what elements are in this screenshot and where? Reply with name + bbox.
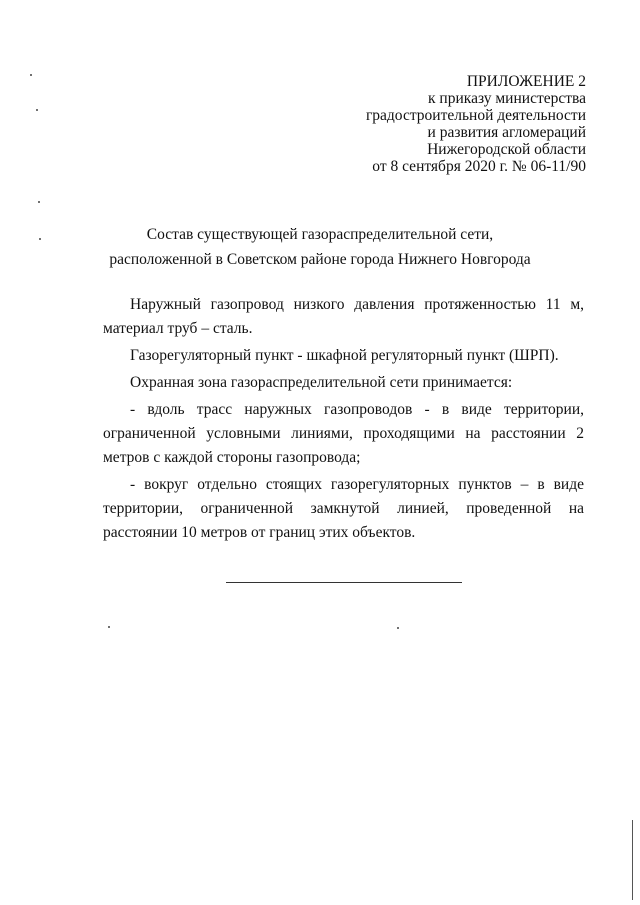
scan-speck <box>39 238 41 240</box>
paragraph-around-regulators: - вокруг отдельно стоящих газорегуляторных пунктов – в виде территории, ограниченной замкнутой линией, проведенной на расстоянии 10 метров от границ этих объектов. <box>103 476 584 541</box>
title-line-2: расположенной в Советском районе города Нижнего Новгорода <box>109 251 531 268</box>
appendix-ministry-line: градостроительной деятельности <box>365 107 586 124</box>
scan-speck <box>397 627 399 629</box>
title-line-1: Состав существующей газораспределительной сети, <box>146 226 494 243</box>
scan-edge-line <box>632 820 633 900</box>
paragraph-along-pipelines: - вдоль трасс наружных газопроводов - в виде территории, ограниченной условными линиями, проходящими на расстоянии 2 метров с каждой стороны газопровода; <box>103 401 584 466</box>
appendix-header <box>366 73 586 175</box>
appendix-number: ПРИЛОЖЕНИЕ 2 <box>466 73 586 90</box>
paragraph-regulator: Газорегуляторный пункт - шкафной регуляторный пункт (ШРП). <box>130 347 559 364</box>
document-body <box>103 293 584 545</box>
appendix-region-line: Нижегородской области <box>427 141 586 158</box>
appendix-ministry-line-2: и развития агломераций <box>427 124 586 141</box>
scan-speck <box>108 626 110 628</box>
separator-line <box>226 582 462 583</box>
scan-speck <box>30 74 32 76</box>
appendix-order-line: к приказу министерства <box>428 90 586 107</box>
paragraph-protection-zone: Охранная зона газораспределительной сети принимается: <box>130 374 513 391</box>
paragraph-pipeline: Наружный газопровод низкого давления протяженностью 11 м, материал труб – сталь. <box>103 296 584 337</box>
scan-speck <box>36 109 38 111</box>
scan-speck <box>38 201 40 203</box>
appendix-date-number: от 8 сентября 2020 г. № 06-11/90 <box>372 158 586 175</box>
document-title <box>0 222 640 272</box>
